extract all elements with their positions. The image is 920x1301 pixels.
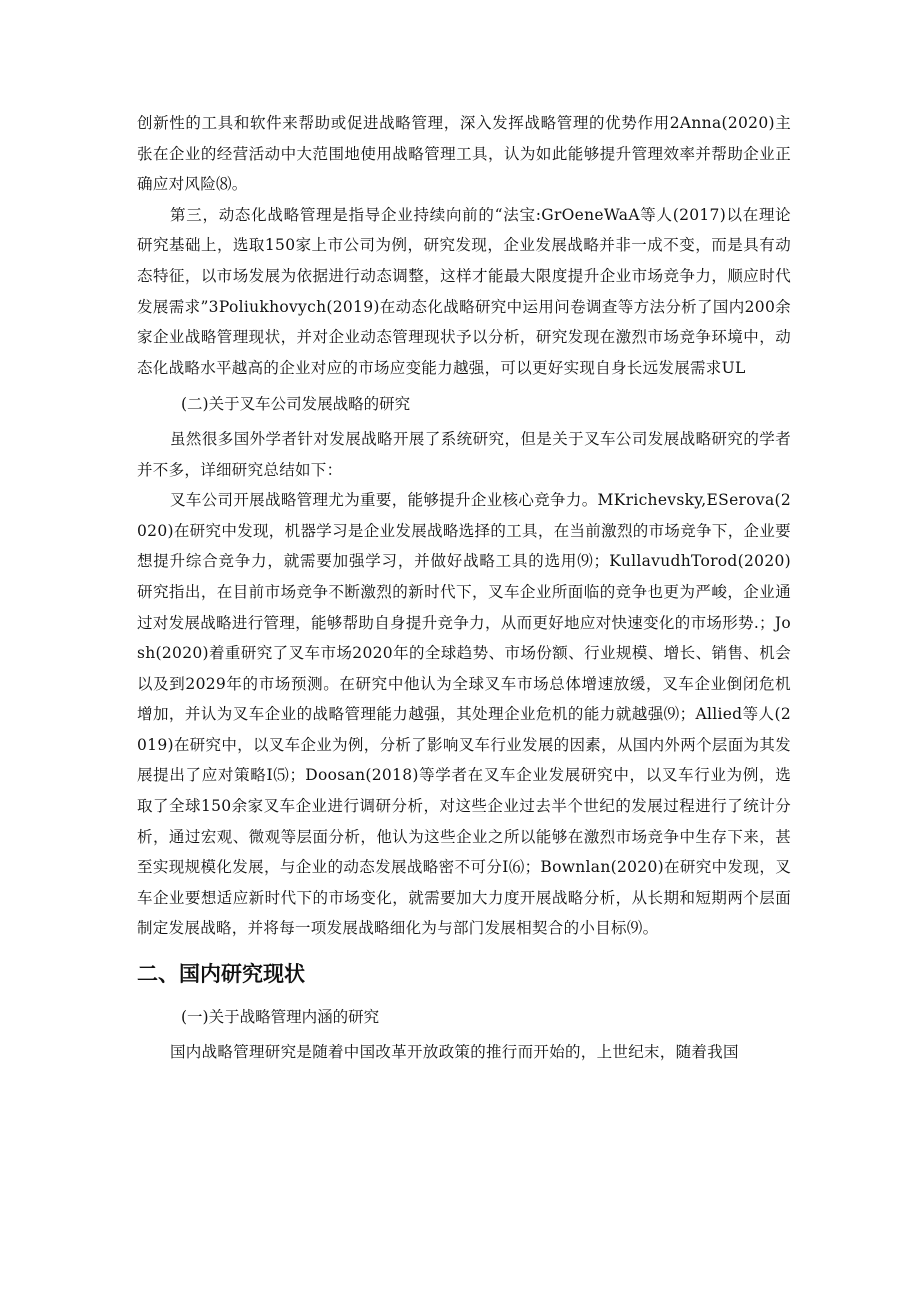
paragraph-forklift-intro: 虽然很多国外学者针对发展战略开展了系统研究，但是关于叉车公司发展战略研究的学者并不多，详细研究总结如下： [137,429,791,479]
paragraph-strategy-tools: 创新性的工具和软件来帮助或促进战略管理，深入发挥战略管理的优势作用2Anna(2020)主张在企业的经营活动中大范围地使用战略管理工具，认为如此能够提升管理效率并帮助企业正确应对风险⑻。 [137,114,791,194]
section-heading-domestic-research: 二、国内研究现状 [137,962,305,987]
paragraph-forklift-review: 叉车公司开展战略管理尤为重要，能够提升企业核心竞争力。MKrichevsky,ESerova(2020)在研究中发现，机器学习是企业发展战略选择的工具，在当前激烈的市场竞争下，企业要想提升综合竞争力，就需要加强学习，并做好战略工具的选用⑼；KullavudhTorod(2020)研究指出，在目前市场竞争不断激烈的新时代下，叉车企业所面临的竞争也更为严峻，企业通过对发展战略进行管理，能够帮助自身提升竞争力，从而更好地应对快速变化的市场形势.；Josh(2020)着重研究了叉车市场2020年的全球趋势、市场份额、行业规模、增长、销售、机会以及到2029年的市场预测。在研究中他认为全球叉车市场总体增速放缓，叉车企业倒闭危机增加，并认为叉车企业的战略管理能力越强，其处理企业危机的能力就越强⑼；Allied等人(2019)在研究中，以叉车企业为例，分析了影响叉车行业发展的因素，从国内外两个层面为其发展提出了应对策略I⑸；Doosan(2018)等学者在叉车企业发展研究中，以叉车行业为例，选取了全球150余家叉车企业进行调研分析，对这些企业过去半个世纪的发展过程进行了统计分析，通过宏观、微观等层面分析，他认为这些企业之所以能够在激烈市场竞争中生存下来，甚至实现规模化发展，与企业的动态发展战略密不可分I⑹；Bownlan(2020)在研究中发现，叉车企业要想适应新时代下的市场变化，就需要加大力度开展战略分析，从长期和短期两个层面制定发展战略，并将每一项发展战略细化为与部门发展相契合的小目标⑼。 [137,491,791,938]
paragraph-dynamic-strategy: 第三，动态化战略管理是指导企业持续向前的“法宝:GrOeneWaA等人(2017)以在理论研究基础上，选取150家上市公司为例，研究发现，企业发展战略并非一成不变，而是具有动态特征，以市场发展为依据进行动态调整，这样才能最大限度提升企业市场竞争力，顺应时代发展需求”3Poliukhovych(2019)在动态化战略研究中运用问卷调查等方法分析了国内200余家企业战略管理现状，并对企业动态管理现状予以分析，研究发现在激烈市场竞争环境中，动态化战略水平越高的企业对应的市场应变能力越强，可以更好实现自身长远发展需求UL [137,205,791,377]
subsection-heading-strategy-connotation: (一)关于战略管理内涵的研究 [181,1008,380,1027]
paragraph-domestic-intro: 国内战略管理研究是随着中国改革开放政策的推行而开始的，上世纪末，随着我国 [170,1042,739,1061]
document-page [137,108,791,1067]
subsection-heading-forklift-strategy: (二)关于叉车公司发展战略的研究 [181,395,411,414]
